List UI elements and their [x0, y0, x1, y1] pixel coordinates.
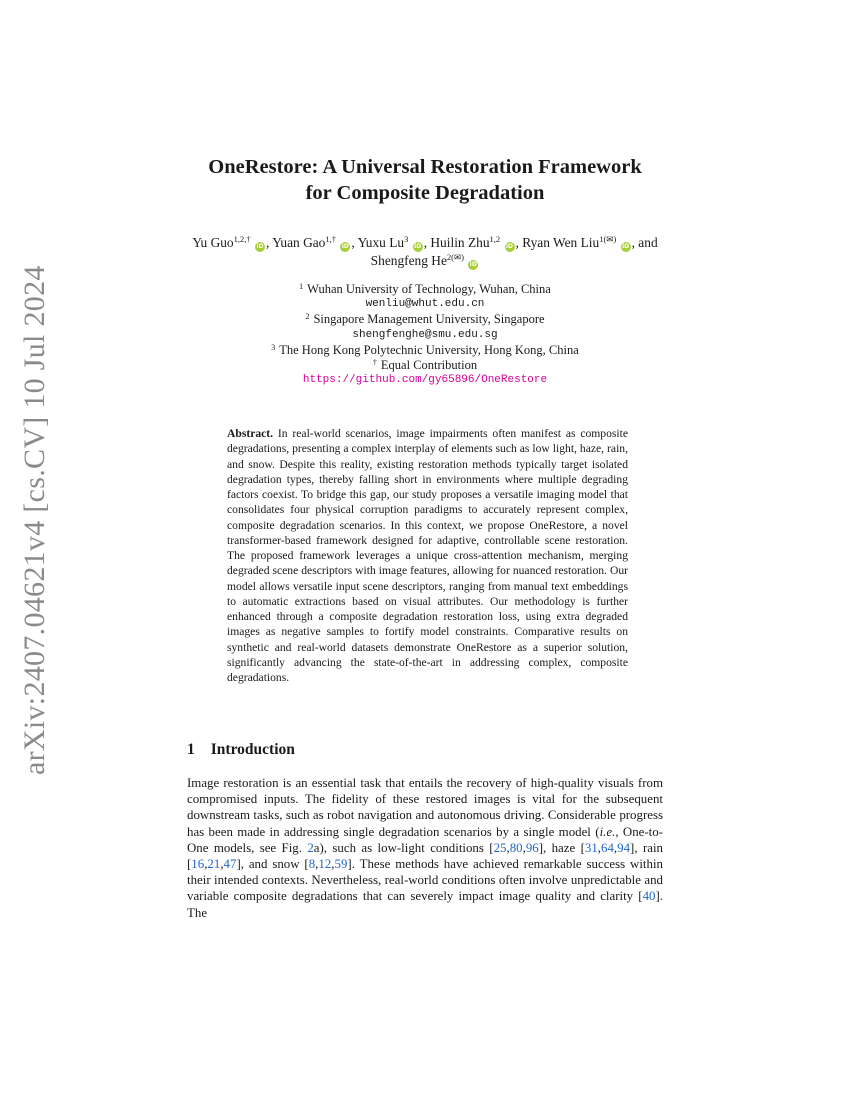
section-number: 1 [187, 741, 195, 758]
intro-text: ], haze [ [538, 840, 585, 855]
intro-ie: i.e. [599, 824, 616, 839]
orcid-icon[interactable]: iD [622, 243, 630, 250]
author-name: Yu Guo [192, 235, 234, 250]
figure-reference-link[interactable]: 2 [307, 840, 314, 855]
arxiv-identifier-stamp: arXiv:2407.04621v4 [cs.CV] 10 Jul 2024 [18, 265, 51, 775]
affiliation-text: Singapore Management University, Singapore [313, 312, 545, 327]
abstract-label: Abstract. [227, 427, 274, 440]
affiliation-marker: 3 [271, 342, 276, 352]
equal-contribution-note [150, 358, 700, 373]
citation-link[interactable]: 94 [617, 840, 631, 855]
abstract [227, 426, 628, 685]
section-heading [187, 741, 295, 759]
author-separator: , [423, 235, 431, 250]
orcid-icon[interactable]: iD [341, 243, 349, 250]
introduction-paragraph: Image restoration is an essential task that entails the recovery of high-quality visuals from compromised inputs. The fidelity of these restored images is vital for the subsequent downstream tasks, such as robot navigation and autonomous driving. Considerable progress has been made in addressing single degradation scenarios by a single model (i.e., One-to-One models, see Fig. 2a), such as low-light conditions [25,80,96], haze [31,64,94], rain [16,21,47], and snow [8,12,59]. These methods have achieved remarkable success within their intended contexts. Nevertheless, real-world conditions often involve unpredictable and variable composite degradations that can severely impact image quality and clarity [40]. The [187, 776, 663, 920]
author-name: Yuan Gao [272, 235, 326, 250]
equal-contribution-marker: † [372, 358, 377, 368]
paper-title [150, 154, 700, 206]
author-name: Huilin Zhu [430, 235, 490, 250]
author-affil-sup: 1,2,† [233, 234, 251, 244]
title-line-1: OneRestore: A Universal Restoration Framework [208, 156, 642, 178]
author-affil-sup: 2(✉) [446, 252, 464, 262]
citation-link[interactable]: 59 [334, 857, 348, 872]
citation-link[interactable]: 31 [584, 840, 598, 855]
affiliation-1 [150, 282, 700, 297]
citation-link[interactable]: 80 [509, 840, 523, 855]
author-name: Yuxu Lu [357, 235, 405, 250]
citation-link[interactable]: 21 [207, 857, 221, 872]
author-list [190, 234, 660, 270]
author-separator: , and [631, 235, 658, 250]
intro-text: ], and snow [ [236, 857, 309, 872]
citation-link[interactable]: 16 [191, 857, 205, 872]
author-affil-sup: 1,2 [489, 234, 501, 244]
affiliation-text: The Hong Kong Polytechnic University, Hong Kong, China [279, 342, 579, 357]
affiliation-marker: 1 [299, 282, 304, 291]
abstract-text: In real-world scenarios, image impairments often manifest as composite degradations, presenting a complex interplay of elements such as low light, haze, rain, and snow. Despite this reality, existing restoration methods typically target isolated degradation types, thereby falling short in environments where multiple degrading factors coexist. To bridge this gap, our study proposes a versatile imaging model that consolidates four physical corruption paradigms to accurately represent complex, composite degradation scenarios. In this context, we propose OneRestore, a novel transformer-based framework designed for adaptive, controllable scene restoration. The proposed framework leverages a unique cross-attention mechanism, merging degraded scene descriptors with image features, allowing for nuanced restoration. Our model allows versatile input scene descriptors, ranging from manual text embeddings to automatic extractions based on visual attributes. Our methodology is further enhanced through a composite degradation restoration loss, using extra degraded images as negative samples to fortify model constraints. Comparative results on synthetic and real-world datasets demonstrate OneRestore as a superior solution, significantly advancing the state-of-the-art in addressing complex, composite degradations. [227, 427, 628, 684]
citation-link[interactable]: 96 [525, 840, 539, 855]
section-title: Introduction [210, 741, 295, 758]
author-separator: , [266, 235, 273, 250]
intro-text: ], rain [ [187, 840, 663, 872]
affiliation-1-email[interactable]: wenliu@whut.edu.cn [365, 298, 485, 311]
citation-link[interactable]: 47 [223, 857, 237, 872]
author-affil-sup: 3 [404, 234, 409, 244]
intro-text: , One-to-One models, see Fig. [187, 824, 663, 855]
equal-contribution-text: Equal Contribution [380, 358, 478, 373]
orcid-icon[interactable]: iD [505, 243, 514, 250]
citation-link[interactable]: 64 [601, 840, 614, 855]
citation-link[interactable]: 8 [308, 857, 316, 872]
affiliations [150, 282, 700, 388]
intro-text: ]. These methods have achieved remarkable success within their intended contexts. Nevertheless, real-world conditions often involve unpredictable and variable composite degradations that can severely impact image quality and clarity [ [187, 857, 663, 904]
author-affil-sup: 1(✉) [599, 234, 617, 244]
author-affil-sup: 1,† [325, 234, 337, 244]
affiliation-marker: 2 [305, 312, 310, 322]
author-name: Shengfeng He [370, 253, 447, 268]
orcid-icon[interactable]: iD [256, 243, 264, 250]
intro-text: a), such as low-light conditions [ [313, 840, 494, 855]
intro-text: ]. The [187, 889, 663, 920]
orcid-icon[interactable]: iD [469, 261, 477, 268]
orcid-icon[interactable]: iD [414, 243, 422, 250]
title-line-2: for Composite Degradation [305, 182, 545, 204]
affiliation-2-email[interactable]: shengfenghe@smu.edu.sg [352, 328, 498, 341]
author-separator: , [351, 235, 358, 250]
author-name: Ryan Wen Liu [522, 235, 600, 250]
affiliation-3 [150, 343, 700, 358]
citation-link[interactable]: 40 [642, 889, 656, 904]
github-link[interactable]: https://github.com/gy65896/OneRestore [302, 374, 548, 387]
affiliation-text: Wuhan University of Technology, Wuhan, China [307, 282, 551, 296]
citation-link[interactable]: 25 [493, 840, 507, 855]
citation-link[interactable]: 12 [318, 857, 332, 872]
affiliation-2 [150, 312, 700, 327]
intro-text: Image restoration is an essential task that entails the recovery of high-quality visuals from compromised inputs. The fidelity of these restored images is vital for the subsequent downstream tasks, such as robot navigation and autonomous driving. Considerable progress has been made in addressing single degradation scenarios by a single model ( [187, 776, 663, 839]
author-separator: , [515, 235, 523, 250]
